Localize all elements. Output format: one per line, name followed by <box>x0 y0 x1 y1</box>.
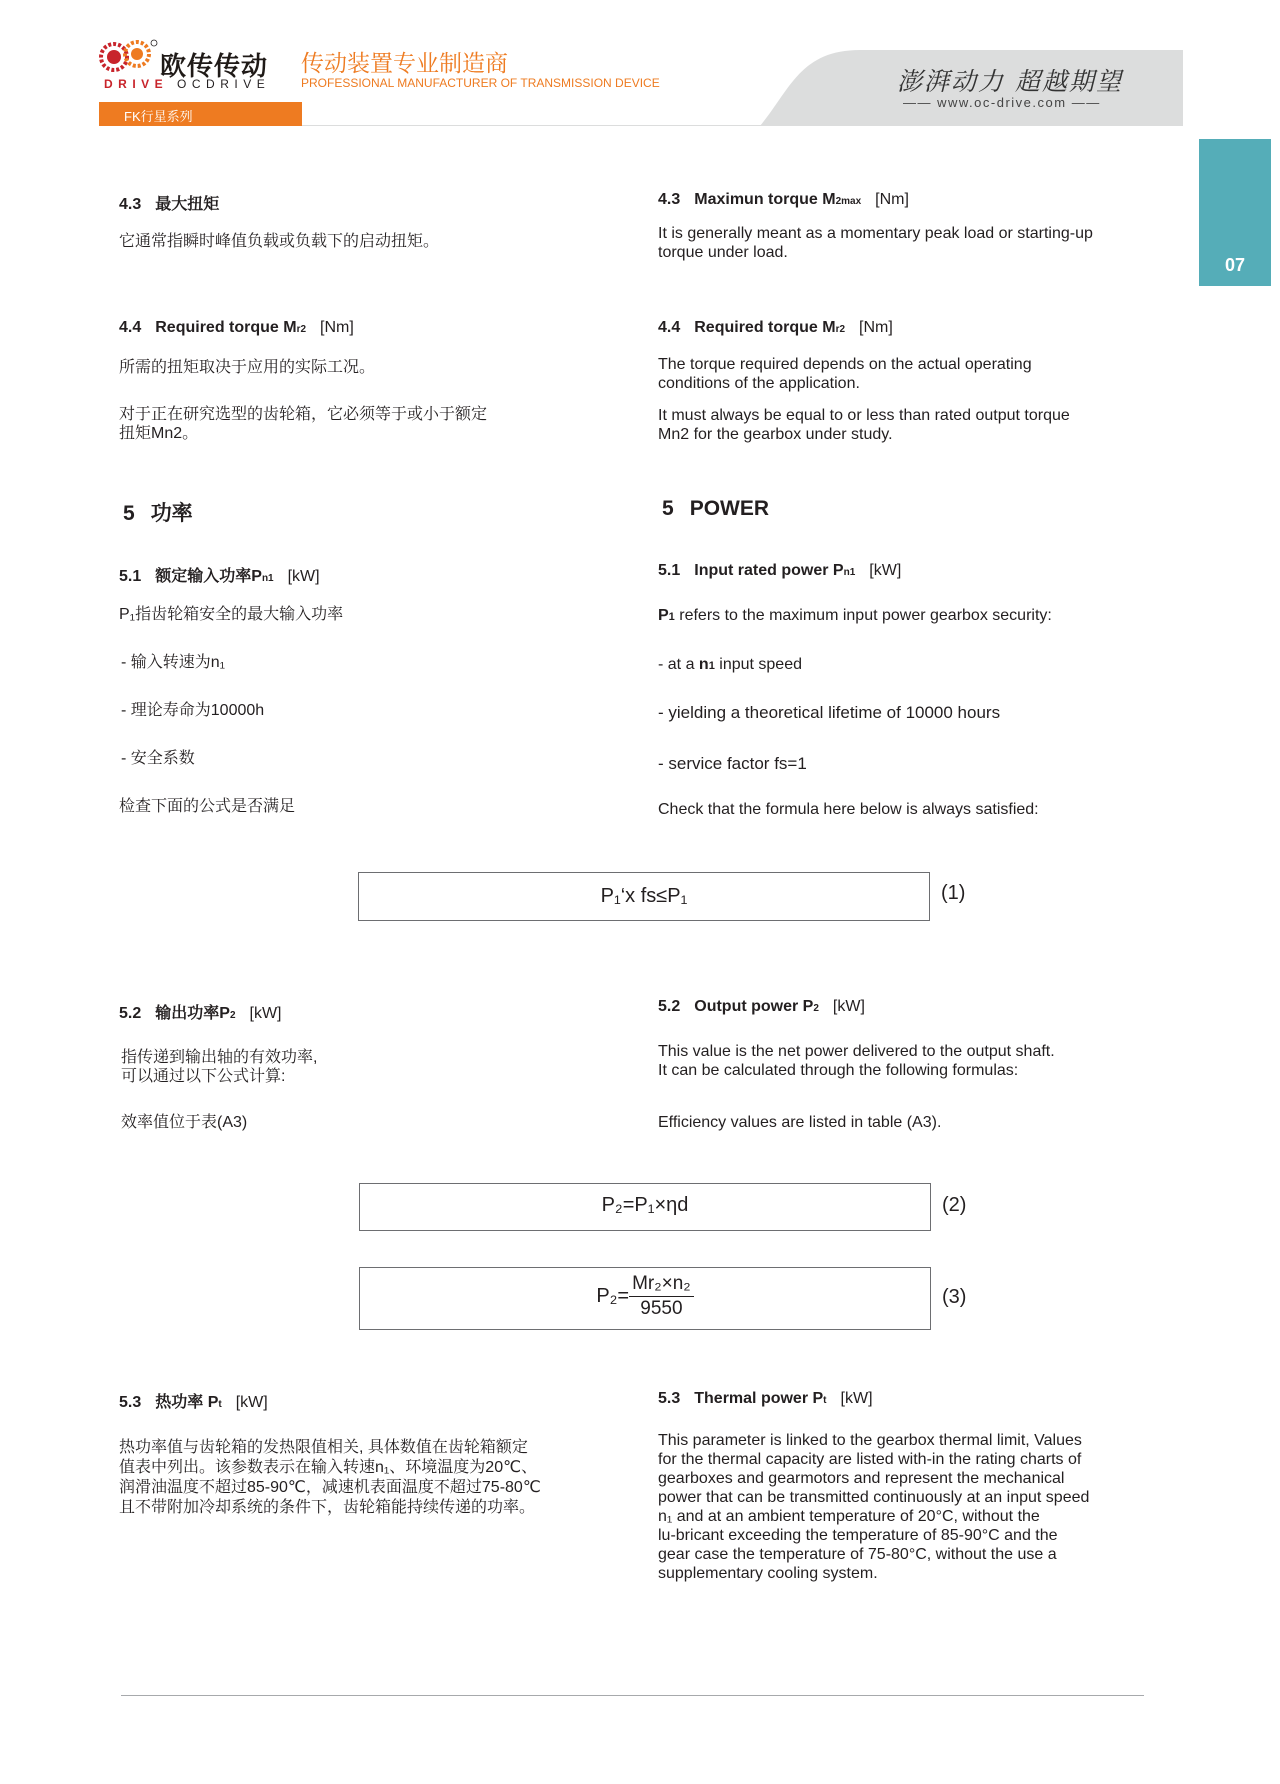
formula-1-number: (1) <box>941 882 966 904</box>
section-5-1-text-cn: P₁指齿轮箱安全的最大输入功率 <box>119 606 344 623</box>
section-4-4-text1-cn: 所需的扭矩取决于应用的实际工况。 <box>119 359 376 376</box>
section-5-2-heading-cn: 5.2 输出功率P2 [kW] <box>119 1005 282 1022</box>
tagline-cn: 传动装置专业制造商 <box>301 50 508 76</box>
section-5-3-text-cn: 热功率值与齿轮箱的发热限值相关, 具体数值在齿轮箱额定 值表中列出。该参数表示在输入转速n₁、环境温度为20℃、 润滑油温度不超过85-90℃，减速机表面温度不超过75-80℃ 且不带附加冷却系统的条件下，齿轮箱能持续传递的功率。 <box>119 1439 541 1516</box>
section-5-3-heading-cn: 5.3 热功率 Pt [kW] <box>119 1394 268 1411</box>
section-5-1-bullet3-en: - service factor fs=1 <box>658 754 807 773</box>
section-5-1-bullet2-en: - yielding a theoretical lifetime of 10000 hours <box>658 703 1001 722</box>
formula-2-number: (2) <box>942 1194 967 1216</box>
formula-3-number: (3) <box>942 1286 967 1308</box>
section-4-4-heading-en: 4.4 Required torque Mr2 [Nm] <box>658 319 893 336</box>
section-4-3-heading-en: 4.3 Maximun torque M2max [Nm] <box>658 191 909 208</box>
section-5-2-text-en: This value is the net power delivered to the output shaft. It can be calculated through the following formulas: <box>658 1043 1055 1079</box>
brand-name-cn: 欧传传动 <box>160 51 269 81</box>
section-5-2-text-cn: 指传递到输出轴的有效功率, 可以通过以下公式计算: <box>121 1049 318 1085</box>
section-4-4-heading-cn: 4.4 Required torque Mr2 [Nm] <box>119 319 354 336</box>
section-5-heading-en: 5 POWER <box>662 497 770 520</box>
section-5-1-bullet1-en: - at a n1 input speed <box>658 656 802 673</box>
section-5-3-text-en: This parameter is linked to the gearbox thermal limit, Values for the thermal capacity are listed with-in the rating charts of gearboxes and gearmotors and represent the mechanical power that can be transmitted continuously at an input speed n₁ and at an ambient temperature of 20°C, without the lu-bricant exceeding the temperature of 85-90°C and the gear case the temperature of 75-80°C, without the use a supplementary cooling system. <box>658 1432 1090 1582</box>
formula-2: P₂=P₁×ηd <box>601 1194 689 1216</box>
page-number: 07 <box>1224 255 1246 275</box>
section-4-4-text2-cn: 对于正在研究选型的齿轮箱，它必须等于或小于额定 扭矩Mn2。 <box>119 406 488 442</box>
series-label: FK行星系列 <box>124 109 193 124</box>
section-5-heading-cn: 5 功率 <box>123 502 193 525</box>
section-5-3-heading-en: 5.3 Thermal power Pt [kW] <box>658 1390 873 1407</box>
section-5-2-efficiency-cn: 效率值位于表(A3) <box>121 1114 248 1131</box>
formula-3: P₂= $\frac{\text{Mr₂×n₂}}{9550}$ <box>359 1273 931 1320</box>
formula-3-fraction: $\frac{\text{Mr₂×n₂}}{9550}$ <box>629 1273 694 1320</box>
formula-1: P₁‘x fs≤P₁ <box>600 885 688 907</box>
section-4-3-text-cn: 它通常指瞬时峰值负载或负载下的启动扭矩。 <box>119 233 440 250</box>
website: —— www.oc-drive.com —— <box>903 95 1101 110</box>
section-4-4-text1-en: The torque required depends on the actual operating conditions of the application. <box>658 356 1032 392</box>
section-5-1-check-cn: 检查下面的公式是否满足 <box>119 798 296 815</box>
section-5-1-text-en: P1 refers to the maximum input power gearbox security: <box>658 607 1052 624</box>
section-4-3-text-en: It is generally meant as a momentary peak load or starting-up torque under load. <box>658 225 1093 261</box>
slogan: 澎湃动力 超越期望 <box>897 67 1123 96</box>
section-5-1-bullet3-cn: - 安全系数 <box>121 750 195 767</box>
section-4-4-text2-en: It must always be equal to or less than rated output torque Mn2 for the gearbox under study. <box>658 407 1070 443</box>
ocdrive-gear-logo-icon <box>99 38 159 76</box>
tagline-en: PROFESSIONAL MANUFACTURER OF TRANSMISSION DEVICE <box>301 76 660 90</box>
brand-name-en: DRIVE OCDRIVE <box>104 77 271 91</box>
section-5-1-bullet1-cn: - 输入转速为n₁ <box>121 654 226 671</box>
footer-divider <box>121 1695 1144 1696</box>
section-5-1-heading-en: 5.1 Input rated power Pn1 [kW] <box>658 562 902 579</box>
section-5-1-bullet2-cn: - 理论寿命为10000h <box>121 702 265 719</box>
section-5-1-check-en: Check that the formula here below is always satisfied: <box>658 801 1039 818</box>
section-4-3-heading-cn: 4.3 最大扭矩 <box>119 196 220 213</box>
section-5-2-efficiency-en: Efficiency values are listed in table (A3). <box>658 1114 942 1131</box>
section-5-2-heading-en: 5.2 Output power P2 [kW] <box>658 998 865 1015</box>
section-5-1-heading-cn: 5.1 额定输入功率Pn1 [kW] <box>119 568 320 585</box>
